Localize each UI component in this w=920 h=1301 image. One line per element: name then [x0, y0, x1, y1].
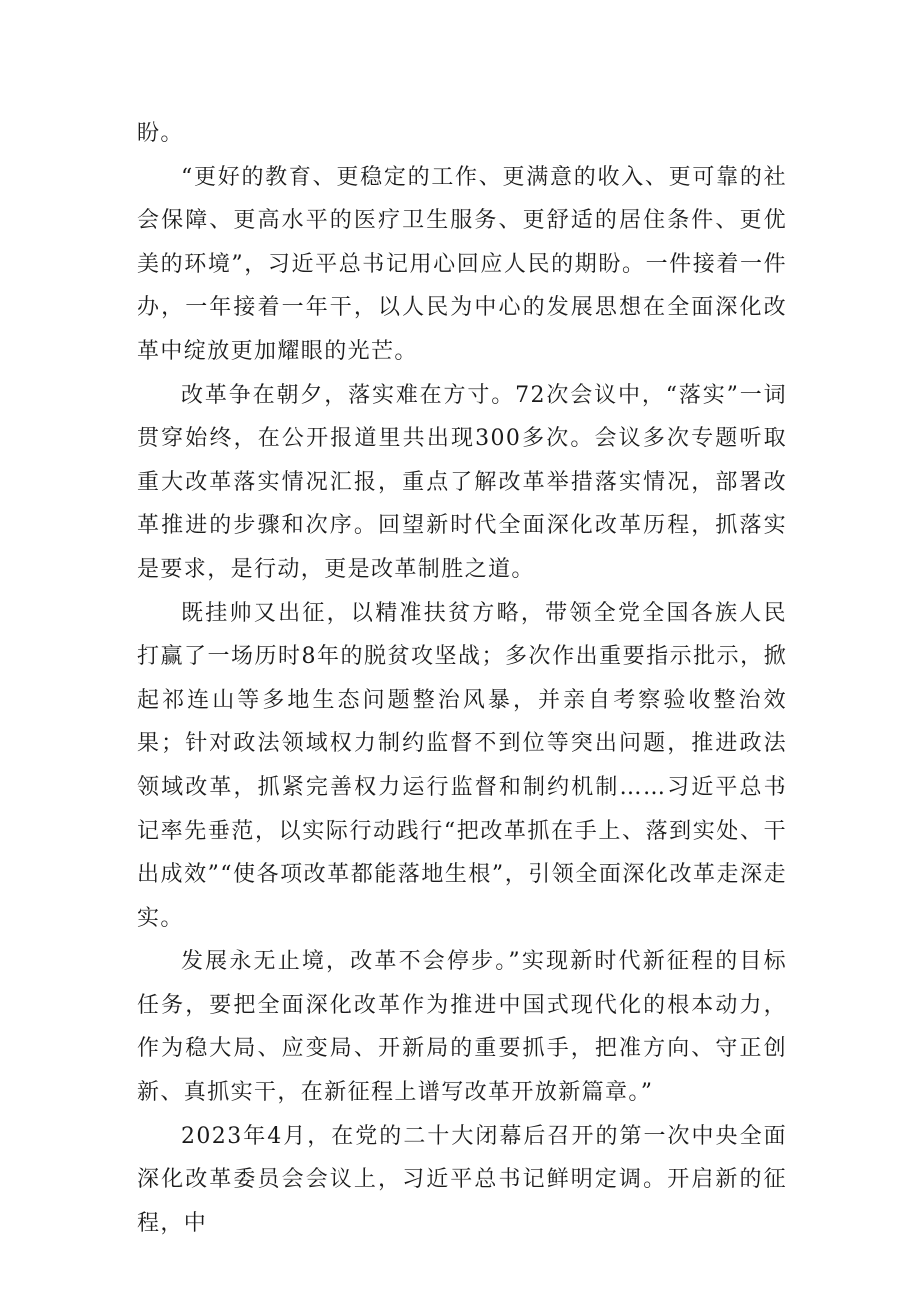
- paragraph: 既挂帅又出征，以精准扶贫方略，带领全党全国各族人民打赢了一场历时8年的脱贫攻坚战；多次作出重要指示批示，掀起祁连山等多地生态问题整治风暴，并亲自考察验收整治效果；针对政法领域权力制约监督不到位等突出问题，推进政法领域改革，抓紧完善权力运行监督和制约机制……习近平总书记率先垂范，以实际行动践行“把改革抓在手上、落到实处、干出成效”“使各项改革都能落地生根”，引领全面深化改革走深走实。: [137, 600, 787, 931]
- paragraph: 2023年4月，在党的二十大闭幕后召开的第一次中央全面深化改革委员会会议上，习近平总书记鲜明定调。开启新的征程，中: [137, 1123, 787, 1236]
- paragraph: 盼。: [137, 121, 184, 146]
- article-body: [137, 112, 787, 1245]
- paragraph: 改革争在朝夕，落实难在方寸。72次会议中，“落实”一词贯穿始终，在公开报道里共出现300多次。会议多次专题听取重大改革落实情况汇报，重点了解改革举措落实情况，部署改革推进的步骤和次序。回望新时代全面深化改革历程，抓落实是要求，是行动，更是改革制胜之道。: [137, 382, 787, 582]
- paragraph: “更好的教育、更稳定的工作、更满意的收入、更可靠的社会保障、更高水平的医疗卫生服务、更舒适的居住条件、更优美的环境”，习近平总书记用心回应人民的期盼。一件接着一件办，一年接着一年干，以人民为中心的发展思想在全面深化改革中绽放更加耀眼的光芒。: [137, 164, 787, 364]
- paragraph: 发展永无止境，改革不会停步。”实现新时代新征程的目标任务，要把全面深化改革作为推进中国式现代化的根本动力，作为稳大局、应变局、开新局的重要抓手，把准方向、守正创新、真抓实干，在新征程上谱写改革开放新篇章。”: [137, 949, 787, 1106]
